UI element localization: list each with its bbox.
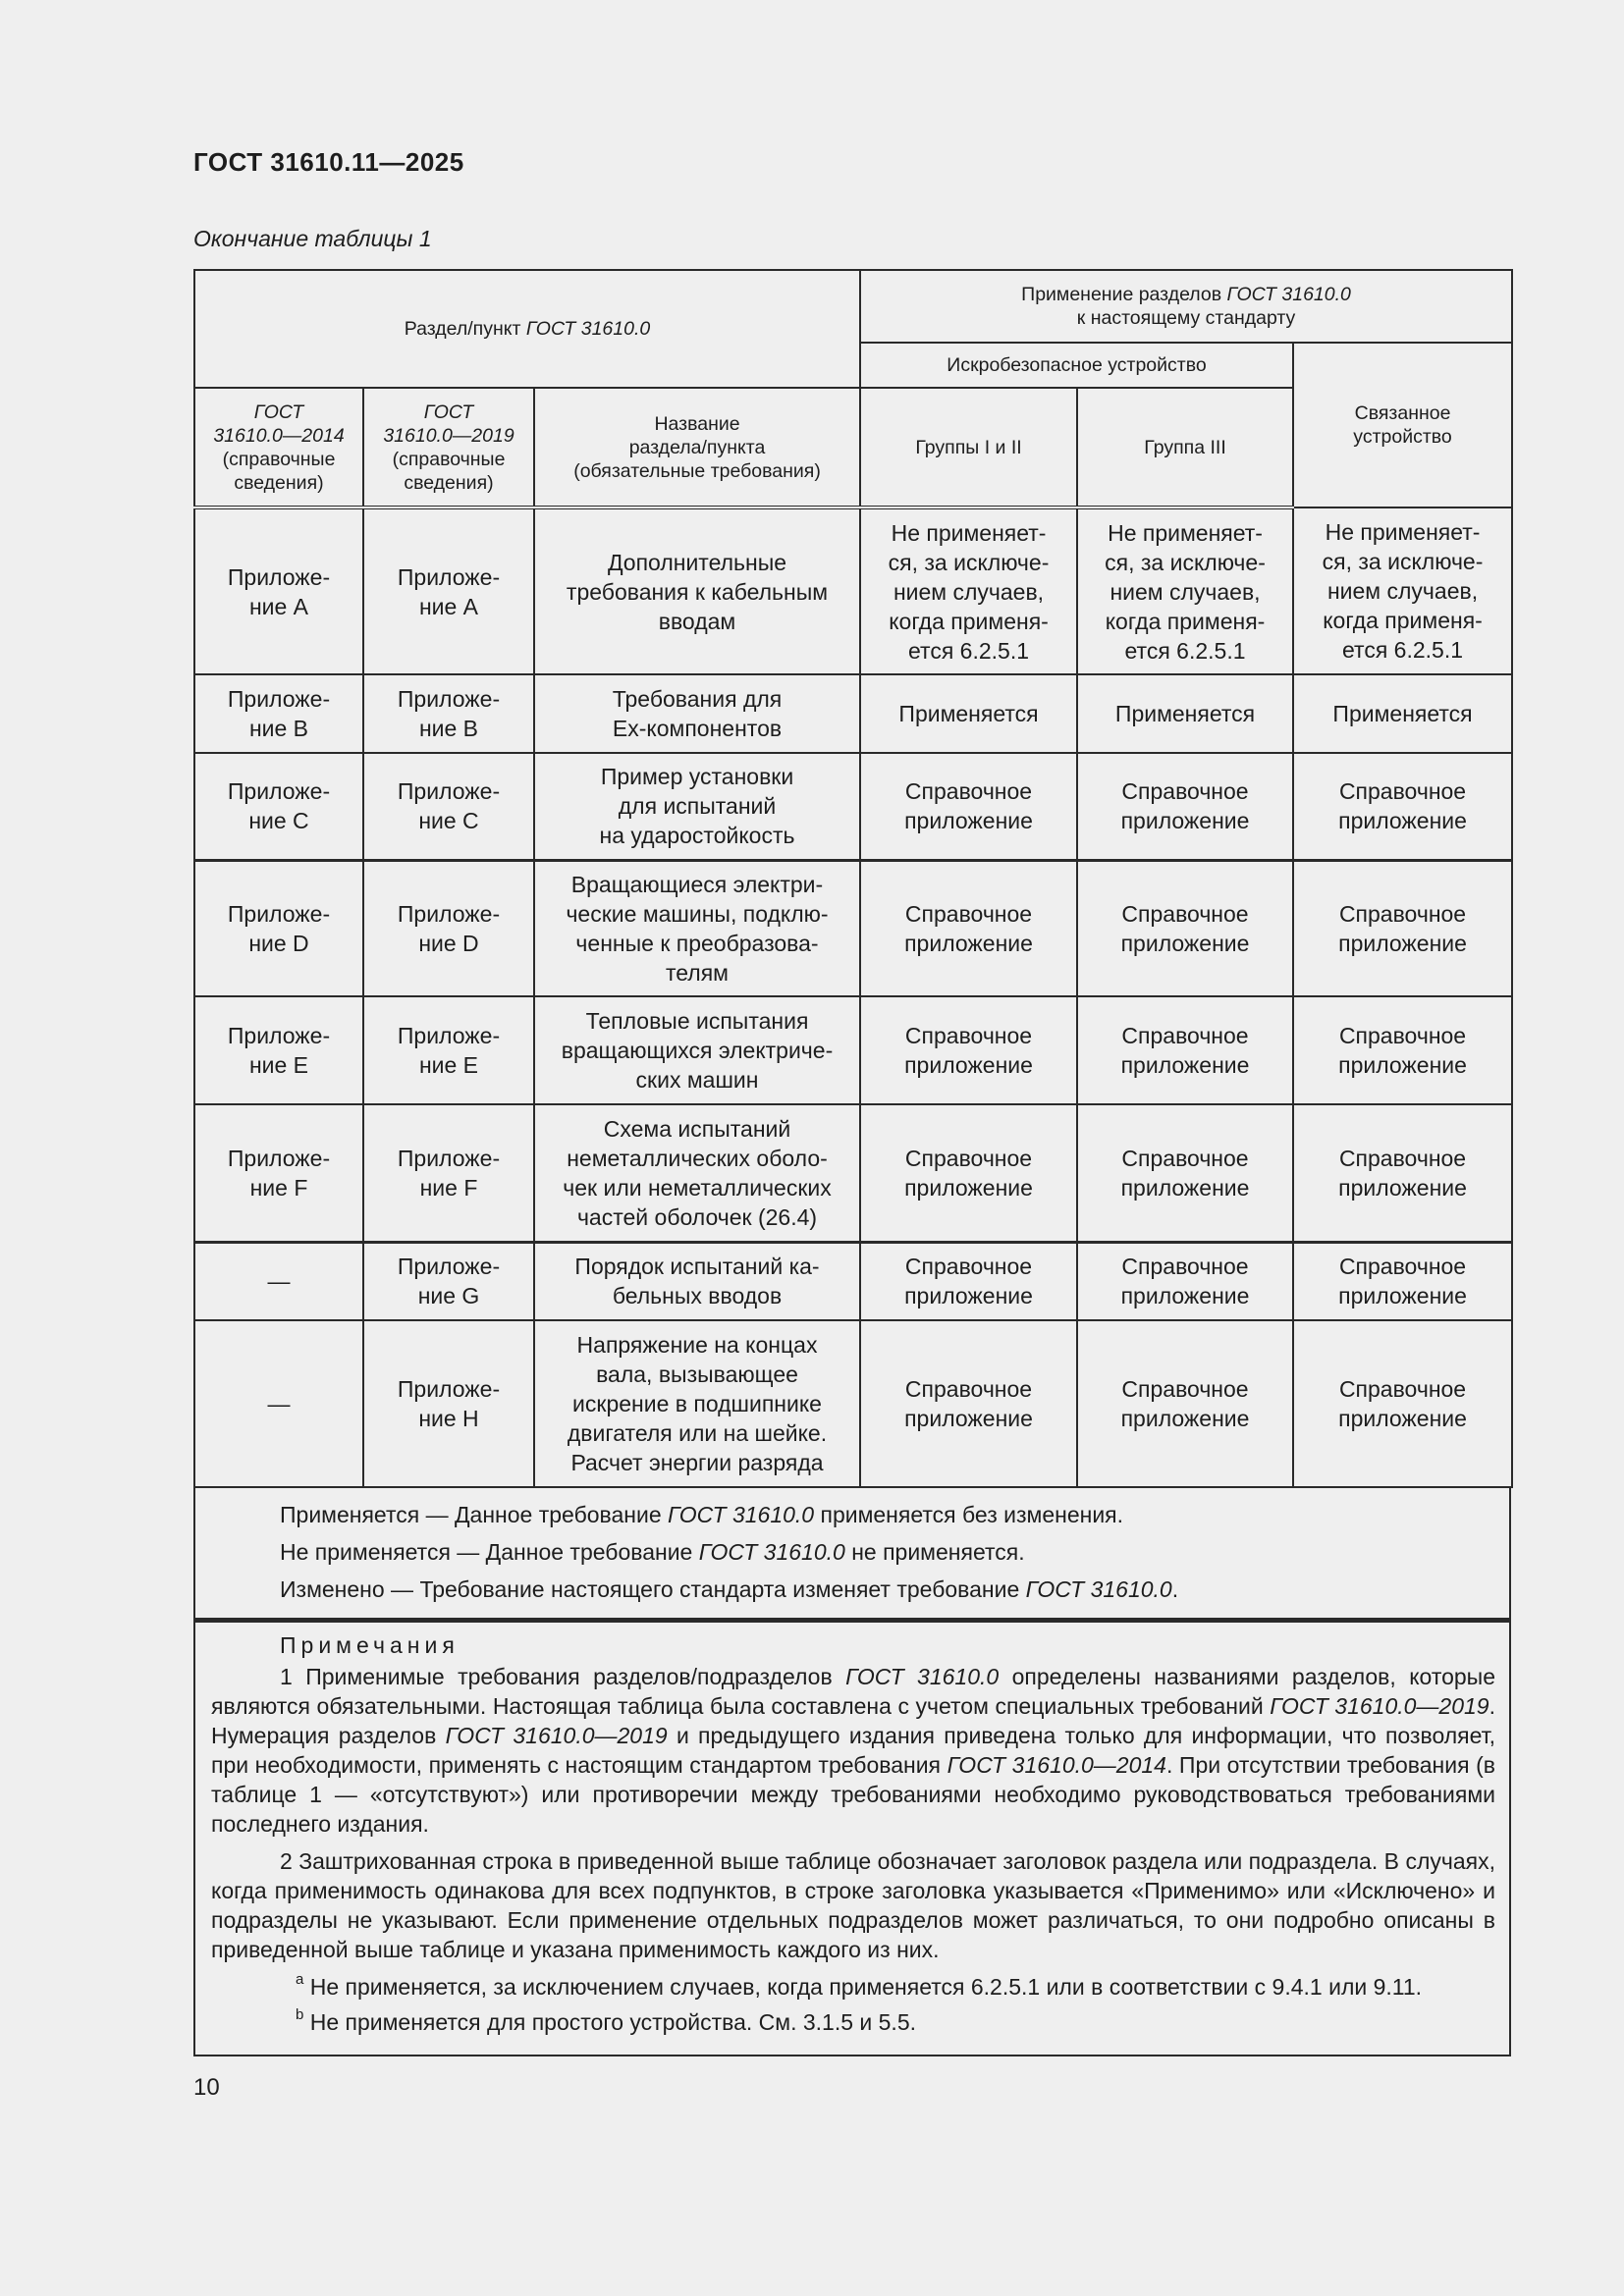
cell-text-line: Приложе- [397, 686, 501, 712]
cell-text-line: Вращающиеся электри- [570, 871, 824, 897]
table-cell-c3 [534, 1242, 860, 1320]
legend-not-applies-std: ГОСТ 31610.0 [698, 1539, 845, 1565]
cell-text-line: Напряжение на концах [576, 1332, 818, 1358]
cell-text-line: приложение [1338, 1174, 1467, 1201]
header-section [194, 270, 860, 388]
cell-text-line: Справочное [904, 900, 1033, 927]
h-col2-l1: ГОСТ [423, 400, 474, 423]
legend-changed-a: Изменено — Требование настоящего стандарта изменяет требование [280, 1576, 1026, 1602]
table-row [194, 1320, 1512, 1487]
table-cell-c2 [363, 1242, 534, 1320]
header-section-std: ГОСТ 31610.0 [525, 318, 651, 340]
cell-text-line: Справочное [1338, 1254, 1467, 1280]
table-cell-c3 [534, 996, 860, 1104]
cell-text-line: требования к кабельным [566, 578, 829, 605]
cell-text-line: Приложе- [227, 686, 331, 712]
header-group-3: Группа III [1077, 388, 1293, 507]
legend-not-applies-a: Не применяется — Данное требование [280, 1539, 699, 1565]
cell-text-line: Приложе- [397, 1254, 501, 1280]
legend-changed-std: ГОСТ 31610.0 [1025, 1576, 1172, 1602]
table-cell-c6 [1293, 996, 1512, 1104]
cell-text-line: ся, за исключе- [1322, 549, 1484, 574]
cell-text-line: ние В [418, 716, 479, 741]
header-gost-2014 [194, 388, 363, 507]
cell-text-line: приложение [1120, 930, 1250, 956]
cell-text-line: приложение [1120, 1174, 1250, 1201]
table-cell-c2 [363, 860, 534, 996]
notes-title: Примечания [280, 1632, 460, 1658]
table-row [194, 860, 1512, 996]
h-col1-l2: 31610.0—2014 [213, 424, 345, 447]
table-cell-c3 [534, 674, 860, 753]
table-cell-c6 [1293, 1242, 1512, 1320]
h-col2-l4: сведения) [404, 471, 494, 494]
cell-text-line: телям [666, 959, 729, 986]
legend-changed [280, 1571, 1495, 1608]
cell-text-line: ние G [417, 1283, 480, 1309]
cell-text-line: нием случаев, [1326, 578, 1479, 604]
table-cell-c5 [1077, 860, 1293, 996]
header-associated-device [1293, 343, 1512, 507]
table-cell-c4 [860, 674, 1077, 753]
h-col2-l2: 31610.0—2019 [383, 424, 514, 447]
cell-text-line: ченные к преобразова- [575, 930, 819, 956]
cell-text-line: Расчет энергии разряда [570, 1450, 824, 1475]
cell-text-line: — [267, 1268, 291, 1295]
header-associated-line-1: Связанное [1354, 402, 1451, 424]
table-cell-c4 [860, 860, 1077, 996]
cell-text-line: Справочное [904, 1254, 1033, 1280]
legend-applies [280, 1496, 1495, 1533]
cell-text-line: Схема испытаний [603, 1115, 791, 1142]
requirements-table [193, 269, 1513, 1488]
table-cell-c1 [194, 674, 363, 753]
table-cell-c1 [194, 1104, 363, 1242]
table-cell-c4 [860, 1104, 1077, 1242]
cell-text-line: приложение [904, 1283, 1033, 1309]
table-cell-c6 [1293, 860, 1512, 996]
cell-text-line: Требования для [612, 686, 783, 712]
note-1 [211, 1662, 1495, 1839]
cell-text-line: приложение [1338, 808, 1467, 834]
header-groups-1-2: Группы I и II [860, 388, 1077, 507]
cell-text-line: ние F [249, 1174, 308, 1201]
cell-text-line: для испытаний [618, 793, 777, 820]
note-1-b: определены названиями разделов, которые являются обязательными. Настоящая таблица была составлена с учетом специальных требований [211, 1664, 1496, 1719]
cell-text-line: двигателя или на шейке. [567, 1420, 828, 1446]
cell-text-line: приложение [904, 1174, 1033, 1201]
table-cell-c4 [860, 996, 1077, 1104]
cell-text-line: ся, за исключе- [888, 549, 1050, 575]
cell-text-line: Приложе- [227, 1145, 331, 1171]
header-row-1 [194, 270, 1512, 343]
header-application-std: ГОСТ 31610.0 [1226, 284, 1351, 305]
note-1-e: . При отсутствии требования (в таблице 1 — «отсутствуют») или противоречии между требованиями необходимо руководствоваться требованиями последнего издания. [211, 1752, 1496, 1837]
h-col3-l3: (обязательные требования) [573, 459, 821, 482]
cell-text-line: нием случаев, [1110, 578, 1261, 605]
table-cell-c5 [1077, 996, 1293, 1104]
cell-text-line: Справочное [1121, 1254, 1249, 1280]
table-row [194, 1242, 1512, 1320]
header-intrinsic-device: Искробезопасное устройство [860, 343, 1293, 388]
header-associated-line-2: устройство [1353, 426, 1452, 448]
h-col3-l2: раздела/пункта [628, 436, 766, 458]
cell-text-line: Приложе- [397, 900, 501, 927]
cell-text-line: ние В [248, 716, 309, 741]
cell-text-line: приложение [904, 808, 1033, 834]
note-1-c: . Нумерация разделов [211, 1693, 1495, 1748]
cell-text-line: приложение [1120, 808, 1250, 834]
cell-text-line: Справочное [1338, 900, 1467, 927]
legend-not-applies-b: не применяется. [844, 1539, 1025, 1565]
cell-text-line: Приложе- [397, 1145, 501, 1171]
note-1-d: и предыдущего издания приведена только для информации, что позволяет, при необходимости, применять с настоящим стандартом требования [211, 1723, 1496, 1778]
legend-block [193, 1488, 1511, 1620]
footnote-b-text: Не применяется для простого устройства. См. 3.1.5 и 5.5. [303, 2009, 917, 2035]
cell-text-line: когда применя- [889, 608, 1049, 634]
table-cell-c2 [363, 1104, 534, 1242]
cell-text-line: приложение [1120, 1283, 1250, 1309]
cell-text-line: ских машин [635, 1067, 759, 1093]
table-cell-c1 [194, 996, 363, 1104]
cell-text-line: ся, за исключе- [1105, 549, 1266, 575]
table-cell-c4 [860, 507, 1077, 674]
cell-text-line: Справочное [904, 1376, 1033, 1402]
footnote-b [211, 2007, 1495, 2037]
notes-block [193, 1620, 1511, 2056]
cell-text-line: приложение [1338, 1283, 1467, 1309]
cell-text-line: ние Е [418, 1052, 479, 1078]
table-cell-c2 [363, 1320, 534, 1487]
table-body [194, 507, 1512, 1487]
table-cell-c4 [860, 1242, 1077, 1320]
table-cell-c1 [194, 1320, 363, 1487]
cell-text-line: — [267, 1391, 291, 1416]
h-col1-l3: (справочные [222, 448, 336, 470]
cell-text-line: Ex-компонентов [612, 716, 783, 741]
cell-text-line: приложение [904, 930, 1033, 956]
table-cell-c2 [363, 996, 534, 1104]
table-row [194, 753, 1512, 860]
table-cell-c2 [363, 674, 534, 753]
footnote-a-mark: a [296, 1971, 304, 1989]
cell-text-line: на ударостойкость [599, 823, 795, 849]
header-section-label: Раздел/пункт [404, 318, 526, 340]
table-cell-c1 [194, 507, 363, 674]
note-1-std2: ГОСТ 31610.0—2019 [1270, 1693, 1489, 1719]
table-cell-c3 [534, 1104, 860, 1242]
cell-text-line: ется 6.2.5.1 [1124, 637, 1246, 664]
cell-text-line: ние А [248, 593, 309, 619]
cell-text-line: ние А [418, 593, 479, 619]
cell-text-line: ние С [418, 808, 479, 834]
note-1-std4: ГОСТ 31610.0—2014 [947, 1752, 1166, 1778]
cell-text-line: Справочное [904, 1145, 1033, 1171]
cell-text-line: Справочное [904, 1023, 1033, 1048]
cell-text-line: Дополнительные [607, 549, 787, 575]
legend-changed-b: . [1171, 1576, 1179, 1602]
table-row [194, 507, 1512, 674]
cell-text-line: Справочное [1338, 1023, 1467, 1048]
header-gost-2019 [363, 388, 534, 507]
cell-text-line: неметаллических оболо- [567, 1145, 828, 1171]
cell-text-line: Приложе- [227, 1023, 331, 1048]
cell-text-line: Справочное [1121, 1145, 1249, 1171]
cell-text-line: Справочное [1338, 1376, 1467, 1402]
footnote-a [211, 1972, 1495, 2002]
cell-text-line: Пример установки [600, 764, 794, 790]
cell-text-line: бельных вводов [612, 1283, 783, 1309]
table-row [194, 1104, 1512, 1242]
table-cell-c5 [1077, 1242, 1293, 1320]
table-cell-c3 [534, 860, 860, 996]
table-row [194, 674, 1512, 753]
table-cell-c1 [194, 753, 363, 860]
cell-text-line: Не применяет- [1325, 519, 1481, 545]
table-row [194, 996, 1512, 1104]
cell-text-line: Справочное [1338, 778, 1467, 805]
cell-text-line: ние D [248, 930, 309, 956]
cell-text-line: Применяется [1332, 701, 1473, 726]
document-designation: ГОСТ 31610.11—2025 [193, 147, 464, 177]
note-2: 2 Заштрихованная строка в приведенной выше таблице обозначает заголовок раздела или подраздела. В случаях, когда применимость одинакова для всех подпунктов, в строке заголовка указывается «Применимо» или «Исключено» и подразделы не указывают. Если применение отдельных подразделов может различаться, то они подробно описаны в приведенной выше таблице и указана применимость каждого из них. [211, 1848, 1495, 1962]
cell-text-line: Не применяет- [891, 519, 1047, 546]
table-caption: Окончание таблицы 1 [193, 226, 432, 251]
table-cell-c2 [363, 753, 534, 860]
table-cell-c4 [860, 1320, 1077, 1487]
cell-text-line: приложение [1120, 1052, 1250, 1078]
header-application-label-2: к настоящему стандарту [1076, 307, 1296, 329]
cell-text-line: ние Е [248, 1052, 309, 1078]
table-cell-c5 [1077, 1104, 1293, 1242]
cell-text-line: Приложе- [397, 563, 501, 590]
cell-text-line: вращающихся электриче- [561, 1038, 834, 1063]
table-cell-c5 [1077, 674, 1293, 753]
legend-applies-std: ГОСТ 31610.0 [668, 1502, 815, 1527]
cell-text-line: Справочное [1338, 1145, 1467, 1171]
footnote-b-mark: b [296, 2006, 304, 2024]
legend-applies-a: Применяется — Данное требование [280, 1502, 669, 1527]
cell-text-line: Тепловые испытания [585, 1008, 809, 1034]
cell-text-line: Применяется [898, 701, 1039, 726]
legend-applies-b: применяется без изменения. [814, 1502, 1124, 1527]
cell-text-line: Справочное [1121, 1376, 1249, 1402]
table-cell-c2 [363, 507, 534, 674]
table-cell-c5 [1077, 1320, 1293, 1487]
table-cell-c6 [1293, 1104, 1512, 1242]
page-number: 10 [193, 2074, 220, 2101]
cell-text-line: приложение [1120, 1406, 1250, 1431]
cell-text-line: Не применяет- [1108, 519, 1263, 546]
cell-text-line: Приложе- [227, 900, 331, 927]
note-1-std1: ГОСТ 31610.0 [845, 1664, 1000, 1689]
cell-text-line: Приложе- [227, 563, 331, 590]
cell-text-line: вала, вызывающее [596, 1362, 798, 1387]
h-col1-l4: сведения) [234, 471, 324, 494]
cell-text-line: приложение [1338, 1052, 1467, 1078]
cell-text-line: приложение [904, 1406, 1033, 1431]
cell-text-line: Справочное [1121, 778, 1249, 805]
header-section-name [534, 388, 860, 507]
note-1-a: 1 Применимые требования разделов/подразделов [280, 1664, 846, 1689]
cell-text-line: искрение в подшипнике [572, 1391, 822, 1416]
footnote-a-text: Не применяется, за исключением случаев, когда применяется 6.2.5.1 или в соответствии с 9.4.1 или 9.11. [303, 1974, 1423, 2000]
cell-text-line: вводам [658, 608, 736, 634]
h-col2-l3: (справочные [392, 448, 506, 470]
cell-text-line: Справочное [904, 778, 1033, 805]
cell-text-line: приложение [904, 1052, 1033, 1078]
cell-text-line: приложение [1338, 1406, 1467, 1431]
table-cell-c4 [860, 753, 1077, 860]
cell-text-line: частей оболочек (26.4) [576, 1203, 818, 1230]
cell-text-line: ется 6.2.5.1 [1342, 637, 1464, 663]
h-col1-l1: ГОСТ [253, 400, 304, 423]
header-application [860, 270, 1512, 343]
header-application-label: Применение разделов [1021, 284, 1227, 305]
cell-text-line: ние D [418, 930, 479, 956]
cell-text-line: ние С [248, 808, 309, 834]
table-cell-c3 [534, 1320, 860, 1487]
cell-text-line: Приложе- [397, 1023, 501, 1048]
cell-text-line: ние Н [418, 1406, 479, 1431]
table-cell-c3 [534, 507, 860, 674]
cell-text-line: Справочное [1121, 900, 1249, 927]
cell-text-line: нием случаев, [893, 578, 1045, 605]
cell-text-line: когда применя- [1105, 608, 1266, 634]
cell-text-line: ческие машины, подклю- [566, 900, 829, 927]
table-cell-c3 [534, 753, 860, 860]
table-container [193, 269, 1511, 2056]
table-cell-c5 [1077, 753, 1293, 860]
note-1-std3: ГОСТ 31610.0—2019 [445, 1723, 668, 1748]
table-cell-c6 [1293, 674, 1512, 753]
cell-text-line: Приложе- [397, 1376, 501, 1402]
cell-text-line: Приложе- [227, 778, 331, 805]
table-cell-c1 [194, 1242, 363, 1320]
cell-text-line: когда применя- [1323, 608, 1483, 633]
cell-text-line: Порядок испытаний ка- [574, 1254, 820, 1280]
cell-text-line: Применяется [1114, 701, 1256, 726]
cell-text-line: приложение [1338, 930, 1467, 956]
table-cell-c1 [194, 860, 363, 996]
table-cell-c5 [1077, 507, 1293, 674]
h-col3-l1: Название [654, 412, 740, 435]
cell-text-line: Справочное [1121, 1023, 1249, 1048]
cell-text-line: Приложе- [397, 778, 501, 805]
cell-text-line: чек или неметаллических [563, 1174, 832, 1201]
table-cell-c6 [1293, 507, 1512, 674]
cell-text-line: ется 6.2.5.1 [908, 637, 1030, 664]
legend-not-applies [280, 1533, 1495, 1571]
table-cell-c6 [1293, 753, 1512, 860]
table-cell-c6 [1293, 1320, 1512, 1487]
cell-text-line: ние F [419, 1174, 478, 1201]
